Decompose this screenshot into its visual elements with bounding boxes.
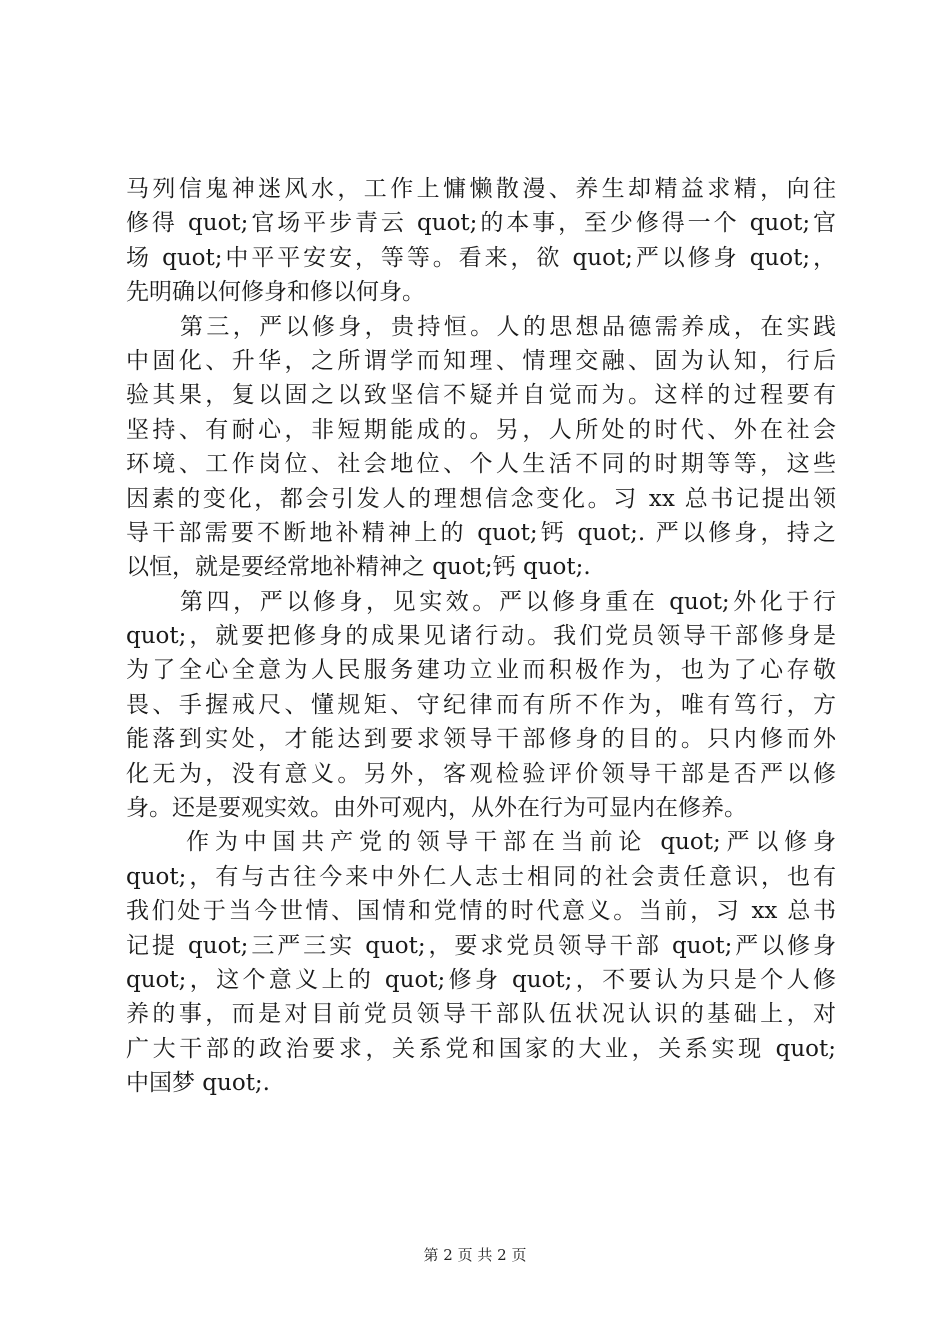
text-line: 我们处于当今世情、国情和党情的时代意义。当前，习 xx 总书 <box>126 898 836 925</box>
text-line: quot;，有与古往今来中外仁人志士相同的社会责任意识，也有 <box>126 863 836 890</box>
text-line: 中国梦 quot;. <box>126 1070 270 1097</box>
text-line: 畏、手握戒尺、懂规矩、守纪律而有所不作为，唯有笃行，方 <box>126 691 836 718</box>
text-line: 坚持、有耐心，非短期能成的。另，人所处的时代、外在社会 <box>126 416 836 443</box>
paragraph-start-line: 第四，严以修身，见实效。严以修身重在 quot;外化于行 <box>180 588 836 615</box>
text-line: 化无为，没有意义。另外，客观检验评价领导干部是否严以修 <box>126 760 836 787</box>
document-body <box>126 172 836 1101</box>
text-line: 场 quot;中平平安安，等等。看来，欲 quot;严以修身 quot;， <box>126 244 836 271</box>
text-line: 记提 quot;三严三实 quot;，要求党员领导干部 quot;严以修身 <box>126 932 836 959</box>
text-line: 中固化、升华，之所谓学而知理、情理交融、固为认知，行后 <box>126 347 836 374</box>
text-line: 养的事，而是对目前党员领导干部队伍状况认识的基础上，对 <box>126 1001 836 1028</box>
text-line: 先明确以何修身和修以何身。 <box>126 279 425 306</box>
text-line: 能落到实处，才能达到要求领导干部修身的目的。只内修而外 <box>126 726 836 753</box>
text-line: 导干部需要不断地补精神上的 quot;钙 quot;. 严以修身，持之 <box>126 519 836 546</box>
page-number-footer: 第 2 页 共 2 页 <box>423 1246 527 1264</box>
text-line: 广大干部的政治要求，关系党和国家的大业，关系实现 quot; <box>126 1035 836 1062</box>
text-line: quot;，就要把修身的成果见诸行动。我们党员领导干部修身是 <box>126 623 836 650</box>
text-line: 修得 quot;官场平步青云 quot;的本事，至少修得一个 quot;官 <box>126 210 836 237</box>
text-line: 以恒，就是要经常地补精神之 quot;钙 quot;. <box>126 554 591 581</box>
paragraph-start-line: 第三，严以修身，贵持恒。人的思想品德需养成，在实践 <box>180 313 836 340</box>
text-line: 马列信鬼神迷风水，工作上慵懒散漫、养生却精益求精，向往 <box>126 176 836 202</box>
text-line: 为了全心全意为人民服务建功立业而积极作为，也为了心存敬 <box>126 657 836 684</box>
text-line: 环境、工作岗位、社会地位、个人生活不同的时期等等，这些 <box>126 451 836 478</box>
text-line: 因素的变化，都会引发人的理想信念变化。习 xx 总书记提出领 <box>126 485 836 512</box>
paragraph-start-line: 作为中国共产党的领导干部在当前论 quot;严以修身 <box>186 829 836 856</box>
text-line: 验其果，复以固之以致坚信不疑并自觉而为。这样的过程要有 <box>126 382 836 409</box>
text-line: 身。还是要观实效。由外可观内，从外在行为可显内在修养。 <box>126 795 747 822</box>
text-line: quot;，这个意义上的 quot;修身 quot;，不要认为只是个人修 <box>126 966 836 993</box>
